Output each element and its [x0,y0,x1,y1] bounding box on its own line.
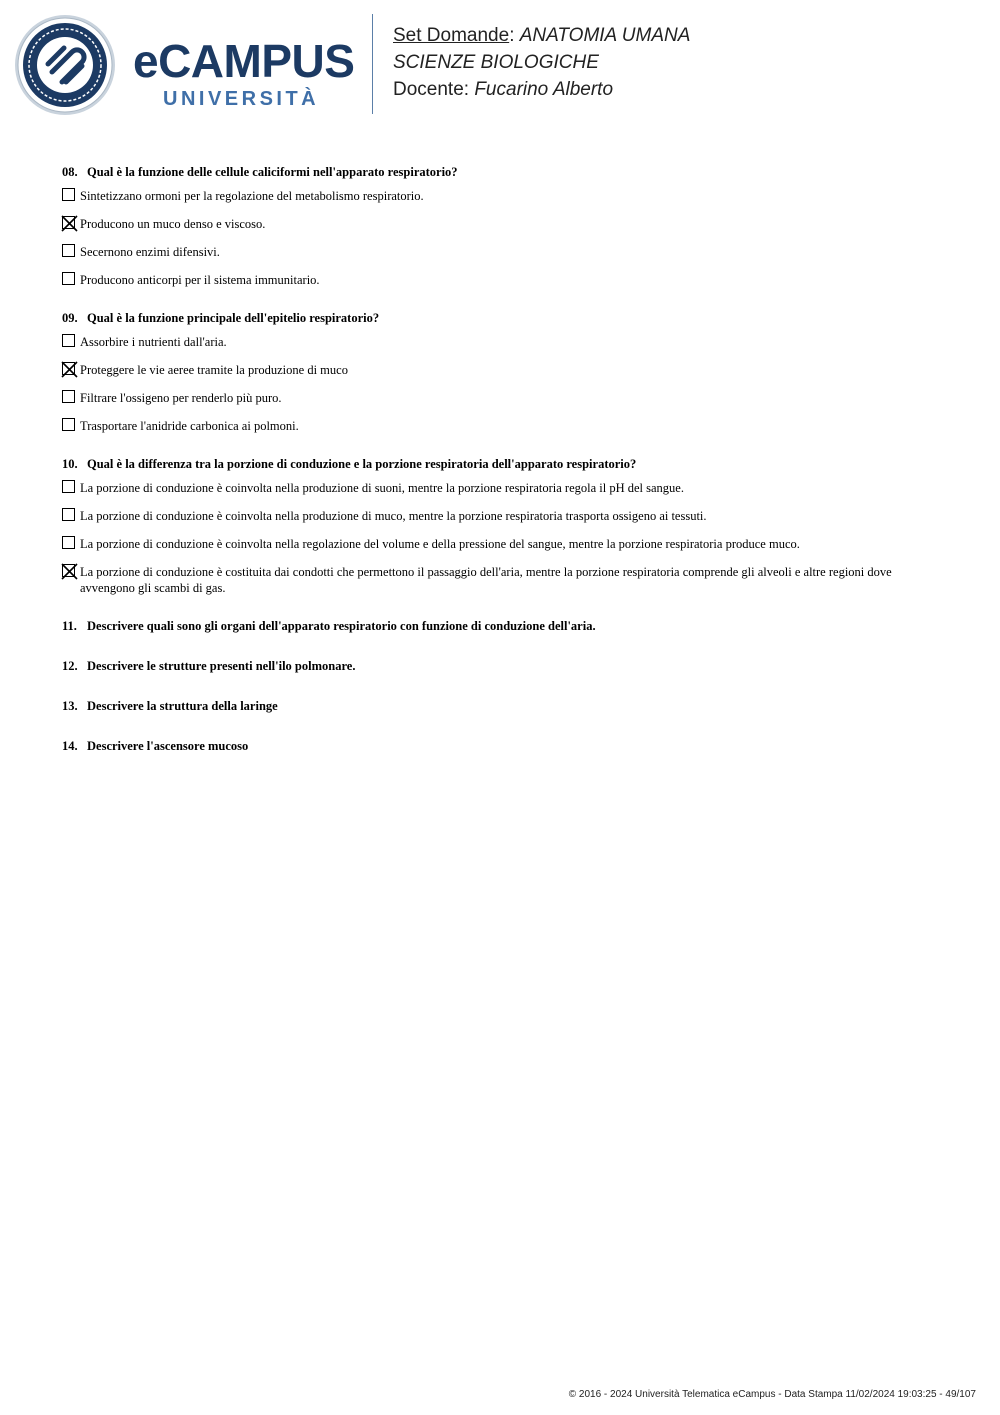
docente-line [393,76,690,103]
question-block [62,164,942,288]
answer-option[interactable]: Secernono enzimi difensivi. [62,244,942,260]
checkbox[interactable] [62,244,75,257]
cross-mark-icon [61,563,78,580]
checkbox-checked[interactable] [62,216,75,229]
answer-option[interactable]: Filtrare l'ossigeno per renderlo più puro. [62,390,942,406]
set-value: ANATOMIA UMANA [519,25,691,46]
answer-option[interactable]: La porzione di conduzione è coinvolta nella regolazione del volume e della pressione del sangue, mentre la porzione respiratoria produce muco. [62,536,942,552]
answer-option[interactable]: Proteggere le vie aeree tramite la produzione di muco [62,362,942,378]
page-header [0,0,1000,130]
checkbox[interactable] [62,188,75,201]
cross-mark-icon [61,215,78,232]
checkbox[interactable] [62,418,75,431]
checkbox[interactable] [62,272,75,285]
checkbox[interactable] [62,508,75,521]
open-question: 13. Descrivere la struttura della laringe [62,699,278,713]
question-title: 10. Qual è la differenza tra la porzione di conduzione e la porzione respiratoria dell'apparato respiratorio? [62,457,637,471]
open-question: 12. Descrivere le strutture presenti nell'ilo polmonare. [62,659,356,673]
checkbox-checked[interactable] [62,564,75,577]
answer-option[interactable]: Producono anticorpi per il sistema immunitario. [62,272,942,288]
question-block [62,310,942,434]
question-title: 08. Qual è la funzione delle cellule caliciformi nell'apparato respiratorio? [62,165,458,179]
course-line [393,49,690,76]
open-question: 14. Descrivere l'ascensore mucoso [62,739,249,753]
set-label: Set Domande [393,25,510,46]
question-list [62,164,942,778]
checkbox[interactable] [62,536,75,549]
answer-option[interactable]: Trasportare l'anidride carbonica ai polmoni. [62,418,942,434]
page-footer: © 2016 - 2024 Università Telematica eCampus - Data Stampa 11/02/2024 19:03:25 - 49/107 [568,1389,976,1400]
answer-option[interactable]: La porzione di conduzione è coinvolta nella produzione di suoni, mentre la porzione respiratoria regola il pH del sangue. [62,480,942,496]
docente-label: Docente: [393,79,470,100]
cross-mark-icon [61,361,78,378]
open-question: 11. Descrivere quali sono gli organi dell'apparato respiratorio con funzione di conduzione dell'aria. [62,619,596,633]
logo-sub-text: UNIVERSITÀ [163,88,320,110]
question-block [62,456,942,596]
checkbox[interactable] [62,480,75,493]
answer-option[interactable]: Sintetizzano ormoni per la regolazione del metabolismo respiratorio. [62,188,942,204]
logo-main-text: eCAMPUS [133,35,355,87]
checkbox[interactable] [62,390,75,403]
question-title: 09. Qual è la funzione principale dell'epitelio respiratorio? [62,311,380,325]
header-divider [372,14,373,114]
checkbox[interactable] [62,334,75,347]
set-line: Set Domande: ANATOMIA UMANA [393,25,691,46]
set-info [393,22,690,103]
ecampus-seal-logo [14,14,116,116]
answer-option[interactable]: Assorbire i nutrienti dall'aria. [62,334,942,350]
checkbox-checked[interactable] [62,362,75,375]
answer-option[interactable]: Producono un muco denso e viscoso. [62,216,942,232]
course-name: SCIENZE BIOLOGICHE [393,52,599,73]
ecampus-wordmark [133,36,358,116]
answer-option[interactable]: La porzione di conduzione è costituita dai condotti che permettono il passaggio dell'aria, mentre la porzione respiratoria comprende gli alveoli e altre regioni dove avvengono gli scambi di gas. [62,564,942,596]
docente-name: Fucarino Alberto [474,79,614,100]
answer-option[interactable]: La porzione di conduzione è coinvolta nella produzione di muco, mentre la porzione respiratoria trasporta ossigeno ai tessuti. [62,508,942,524]
